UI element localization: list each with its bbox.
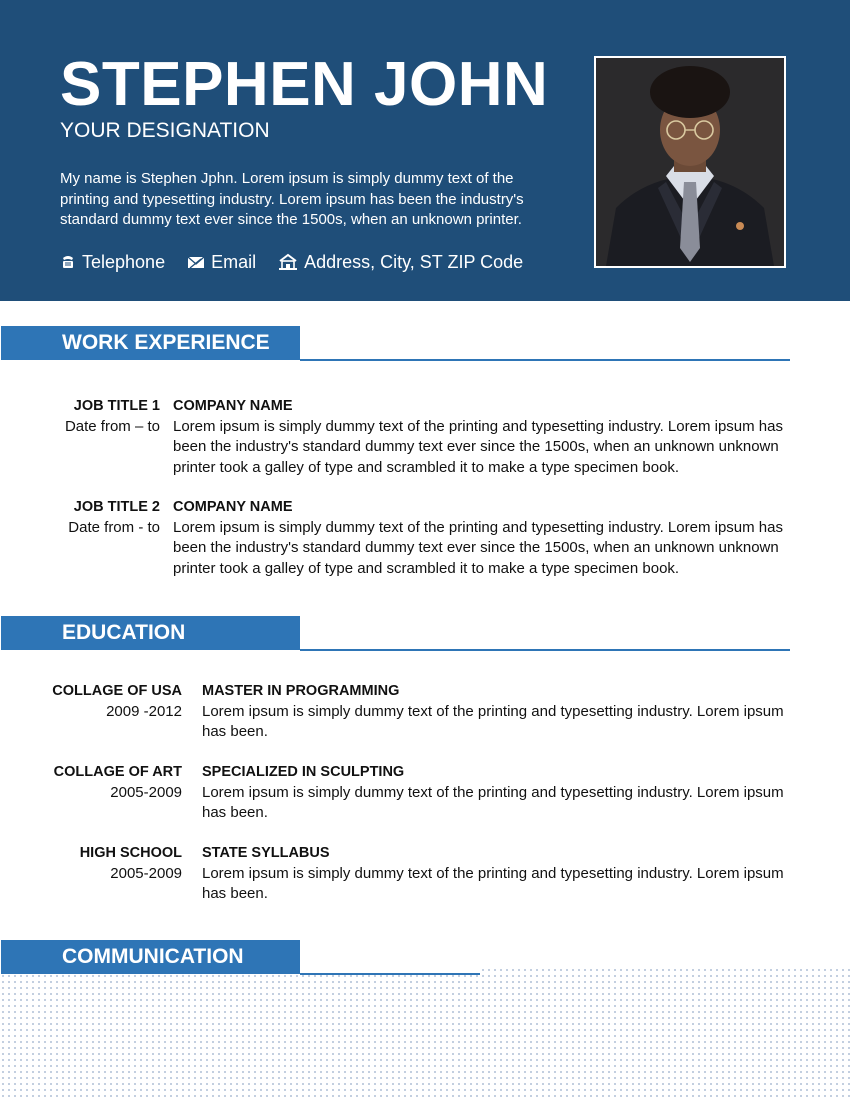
education-2-meta: [40, 762, 182, 803]
education-3-school: HIGH SCHOOL: [79, 845, 182, 861]
education-1-meta: [40, 681, 182, 722]
job-2-title: JOB TITLE 2: [73, 499, 160, 515]
email-icon: [187, 254, 205, 270]
education-3-details: [202, 843, 787, 905]
communication-header-bar: [1, 940, 300, 974]
work-experience-divider: [300, 359, 790, 361]
contact-telephone: [60, 252, 165, 273]
telephone-icon: [60, 254, 76, 270]
contact-bar: [60, 250, 545, 274]
education-1-degree: MASTER IN PROGRAMMING: [202, 683, 400, 699]
intro-paragraph: My name is Stephen Jphn. Lorem ipsum is simply dummy text of the printing and typesetting industry. Lorem ipsum has been the industry's standard dummy text ever since the 1500s, when an unknown printer.: [60, 170, 524, 228]
communication-title: COMMUNICATION: [62, 945, 244, 968]
contact-email: [187, 252, 256, 273]
telephone-label: Telephone: [82, 251, 166, 272]
designation: YOUR DESIGNATION: [60, 119, 270, 142]
address-icon: [278, 253, 298, 271]
profile-photo: [594, 56, 786, 268]
job-2-details: [173, 497, 783, 579]
education-3-years: 2005-2009: [110, 864, 182, 882]
education-2-school: COLLAGE OF ART: [53, 764, 182, 780]
education-2-details: [202, 762, 787, 824]
dotted-background-pattern: [0, 967, 850, 1100]
job-2-dates: Date from - to: [68, 518, 160, 536]
education-1-details: [202, 681, 787, 743]
job-1-details: [173, 396, 783, 478]
education-2-degree: SPECIALIZED IN SCULPTING: [202, 764, 405, 780]
education-1-school: COLLAGE OF USA: [52, 683, 182, 699]
address-label: Address, City, ST ZIP Code: [304, 251, 524, 272]
education-divider: [300, 649, 790, 651]
education-2-years: 2005-2009: [110, 783, 182, 801]
work-experience-title: WORK EXPERIENCE: [62, 331, 270, 354]
job-2-description: Lorem ipsum is simply dummy text of the printing and typesetting industry. Lorem ipsum has been the industry's standard dummy text ever since the 1500s, when an unknown unknown printer took a galley of type and scrambled it to make a type specimen book.: [173, 518, 783, 577]
education-3-degree: STATE SYLLABUS: [202, 845, 330, 861]
communication-divider: [300, 973, 480, 975]
resume-header: [0, 0, 850, 301]
job-1-dates: Date from – to: [64, 417, 160, 435]
education-title: EDUCATION: [62, 621, 186, 644]
education-header-bar: [1, 616, 300, 650]
job-1-meta: [40, 396, 160, 437]
job-1-description: Lorem ipsum is simply dummy text of the printing and typesetting industry. Lorem ipsum has been the industry's standard dummy text ever since the 1500s, when an unknown unknown printer took a galley of type and scrambled it to make a type specimen book.: [173, 417, 783, 476]
education-1-years: 2009 -2012: [106, 702, 182, 720]
work-experience-header-bar: [1, 326, 300, 360]
education-3-meta: [40, 843, 182, 884]
candidate-name: STEPHEN JOHN: [60, 50, 549, 119]
education-3-description: Lorem ipsum is simply dummy text of the printing and typesetting industry. Lorem ipsum has been.: [202, 864, 784, 902]
job-2-meta: [40, 497, 160, 538]
job-2-company: COMPANY NAME: [173, 499, 293, 515]
email-label: Email: [211, 251, 257, 272]
contact-address: [278, 252, 523, 273]
education-2-description: Lorem ipsum is simply dummy text of the printing and typesetting industry. Lorem ipsum has been.: [202, 783, 784, 821]
education-1-description: Lorem ipsum is simply dummy text of the printing and typesetting industry. Lorem ipsum has been.: [202, 702, 784, 740]
job-1-title: JOB TITLE 1: [73, 398, 160, 414]
job-1-company: COMPANY NAME: [173, 398, 293, 414]
